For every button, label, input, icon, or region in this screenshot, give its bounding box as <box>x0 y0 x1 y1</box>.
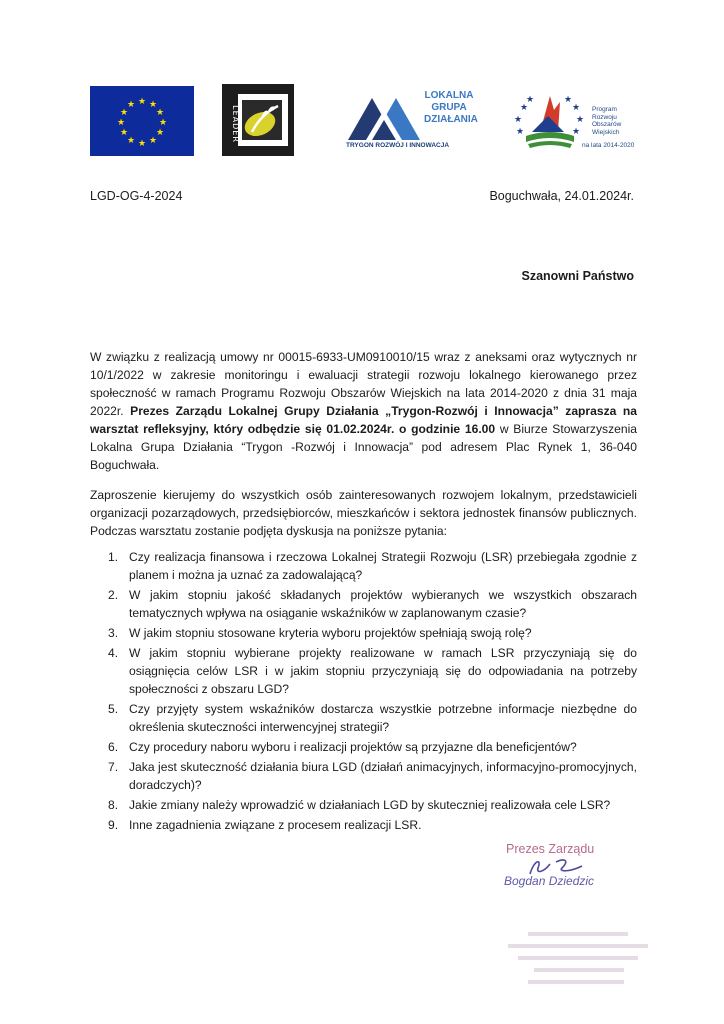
document-reference: LGD-OG-4-2024 <box>90 189 183 203</box>
list-item <box>90 816 637 834</box>
svg-text:★: ★ <box>137 97 147 107</box>
svg-text:★: ★ <box>119 128 129 138</box>
svg-text:★: ★ <box>126 100 136 110</box>
list-number: 5. <box>108 702 119 716</box>
list-number: 6. <box>108 740 119 754</box>
list-number: 1. <box>108 550 119 564</box>
svg-text:★: ★ <box>148 100 158 110</box>
question-text: Czy procedury naboru wyboru i realizacji projektów są przyjazne dla beneficjentów? <box>129 740 577 754</box>
workshop-questions <box>90 548 637 834</box>
prow-emblem-icon <box>510 88 590 154</box>
svg-text:★: ★ <box>563 95 573 105</box>
list-item <box>90 586 637 622</box>
question-text: W jakim stopniu stosowane kryteria wyboru projektów spełniają swoją rolę? <box>129 626 532 640</box>
svg-text:★: ★ <box>155 128 165 138</box>
signature-title: Prezes Zarządu <box>506 842 595 856</box>
prow-line-1: Program <box>592 106 617 113</box>
svg-text:★: ★ <box>126 136 136 146</box>
lgd-mountains-icon <box>346 90 424 142</box>
prow-logo <box>510 88 650 154</box>
svg-text:★: ★ <box>571 103 581 113</box>
svg-text:★: ★ <box>575 115 585 125</box>
list-number: 2. <box>108 588 119 602</box>
leader-logo-icon <box>222 84 294 156</box>
svg-text:★: ★ <box>525 95 535 105</box>
list-number: 9. <box>108 818 119 832</box>
logo-bar <box>90 84 650 154</box>
prow-line-3: Obszarów <box>592 121 622 128</box>
faded-stamp-icon <box>498 930 658 992</box>
svg-text:★: ★ <box>119 108 129 118</box>
list-item <box>90 624 637 642</box>
svg-text:★: ★ <box>148 136 158 146</box>
question-text: Czy realizacja finansowa i rzeczowa Lokalnej Strategii Rozwoju (LSR) przebiegała zgodnie z planem i można ja uznać za zadowalającą? <box>129 550 637 582</box>
list-item <box>90 700 637 736</box>
list-number: 7. <box>108 760 119 774</box>
svg-text:★: ★ <box>519 103 529 113</box>
list-number: 3. <box>108 626 119 640</box>
invitation-location: w Biurze Stowarzyszenia Lokalna Grupa Działania “Trygon -Rozwój i Innowacja” pod adresem Plac Rynek 1, 36-040 Boguchwała. <box>90 422 637 472</box>
question-text: Inne zagadnienia związane z procesem realizacji LSR. <box>129 818 422 832</box>
list-item <box>90 796 637 814</box>
list-item <box>90 644 637 698</box>
invitation-highlight: Prezes Zarządu Lokalnej Grupy Działania „Trygon-Rozwój i Innowacja” zaprasza na warsztat refleksyjny, który odbędzie się 01.02.2024r. o godzinie 16.00 <box>90 404 637 436</box>
place-and-date: Boguchwała, 24.01.2024r. <box>489 189 634 203</box>
svg-text:★: ★ <box>513 115 523 125</box>
list-item <box>90 548 637 584</box>
prow-line-4: Wiejskich <box>592 128 620 136</box>
list-number: 8. <box>108 798 119 812</box>
svg-text:★: ★ <box>155 108 165 118</box>
paragraph-invitation <box>90 348 637 474</box>
svg-text:★: ★ <box>571 127 581 137</box>
signature-block <box>490 842 630 902</box>
svg-text:★: ★ <box>116 118 126 128</box>
question-text: Czy przyjęty system wskaźników dostarcza wszystkie potrzebne informacje niezbędne do określenia skuteczności interwencyjnej strategii? <box>129 702 637 734</box>
prow-line-5: na lata 2014-2020 <box>582 142 635 149</box>
lgd-wordmark <box>424 90 478 126</box>
question-text: W jakim stopniu wybierane projekty realizowane w ramach LSR przyczyniają się do osiągnięcia celów LSR i w jakim stopniu przyczyniają się do odpowiadania na potrzeby społeczności z obszaru LGD? <box>129 646 637 696</box>
lgd-subtitle: TRYGON ROZWÓJ I INNOWACJA <box>346 142 450 149</box>
svg-text:★: ★ <box>515 127 525 137</box>
list-item <box>90 738 637 756</box>
invitation-context: W związku z realizacją umowy nr 00015-6933-UM0910010/15 wraz z aneksami oraz wytycznych nr 10/1/2022 w zakresie monitoringu i ewaluacji strategii rozwoju lokalnego kierowanego przez społeczność w ramach Programu Rozwoju Obszarów Wiejskich na lata 2014-2020 z dnia 31 maja 2022r. <box>90 350 637 418</box>
salutation: Szanowni Państwo <box>521 269 634 283</box>
lgd-line-1: LOKALNA <box>424 90 474 101</box>
lgd-line-3: DZIAŁANIA <box>424 114 478 125</box>
question-text: W jakim stopniu jakość składanych projektów wybieranych we wszystkich obszarach tematycznych wpływa na osiąganie wskaźników w zaplanowanym czasie? <box>129 588 637 620</box>
lgd-trygon-logo <box>346 90 476 154</box>
svg-text:★: ★ <box>158 118 168 128</box>
paragraph-audience: Zaproszenie kierujemy do wszystkich osób zainteresowanych rozwojem lokalnym, przedstawicieli organizacji pozarządowych, przedsiębiorców, mieszkańców i sektora jednostek finansów publicznych. Podczas warsztatu zostanie podjęta dyskusja na poniższe pytania: <box>90 488 637 538</box>
question-text: Jakie zmiany należy wprowadzić w działaniach LGD by skuteczniej realizowała cele LSR? <box>129 798 611 812</box>
question-text: Jaka jest skuteczność działania biura LGD (działań animacyjnych, informacyjno-promocyjnych, doradczych)? <box>129 760 637 792</box>
eu-flag-icon <box>90 86 194 156</box>
prow-line-2: Rozwoju <box>592 113 617 121</box>
list-item <box>90 758 637 794</box>
signature-name: Bogdan Dziedzic <box>504 874 595 888</box>
leader-word: LEADER <box>231 105 240 143</box>
prow-wordmark <box>582 106 635 150</box>
list-number: 4. <box>108 646 119 660</box>
lgd-line-2: GRUPA <box>431 102 467 113</box>
svg-text:★: ★ <box>137 139 147 149</box>
letter-body <box>90 348 637 836</box>
